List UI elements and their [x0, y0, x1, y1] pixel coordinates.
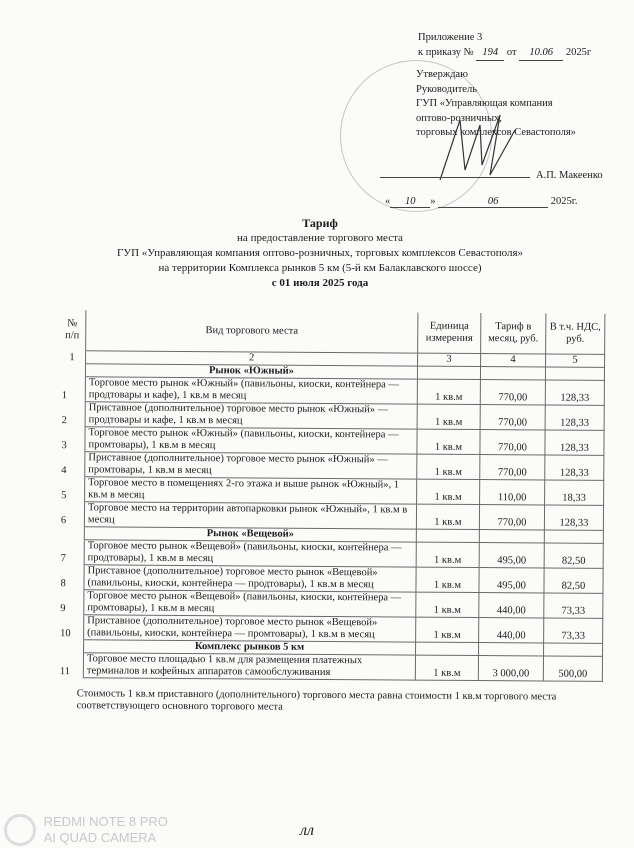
row-tariff: 440,00 — [479, 593, 544, 618]
note-row — [57, 678, 603, 716]
table-row — [58, 477, 604, 506]
table-row — [57, 653, 603, 682]
row-tariff: 770,00 — [480, 380, 545, 405]
title-line: на территории Комплекса рынков 5 км (5-й км Балаклавского шоссе) — [158, 262, 482, 274]
signer-name: А.П. Макеенко — [536, 170, 603, 181]
row-unit: 1 кв.м — [417, 404, 480, 429]
row-description: Торговое место рынок «Вещевой» (павильоны, киоски, контейнера — продтовары), 1 кв.м в месяц — [84, 540, 416, 567]
row-description: Торговое место на территории автопарковки рынок «Южный», 1 кв.м в месяц — [84, 502, 416, 529]
row-number: 10 — [57, 615, 84, 640]
table-row — [58, 540, 604, 569]
row-tariff: 3 000,00 — [478, 656, 543, 681]
tariff-table — [57, 310, 606, 716]
row-unit: 1 кв.м — [417, 429, 480, 454]
empty-cell — [479, 643, 544, 656]
section-title: Рынок «Южный» — [85, 364, 417, 379]
approval-line: торговых комплексов Севастополя» — [416, 127, 576, 138]
approval-date: « 10 » 06 2025г. — [385, 196, 578, 207]
row-number: 9 — [57, 590, 84, 615]
header-desc: Вид торгового места — [86, 310, 418, 353]
camera-logo-icon — [4, 814, 36, 846]
row-vat: 128,33 — [544, 505, 603, 530]
table-row — [57, 615, 603, 644]
header-num: № п/п — [59, 310, 86, 351]
table-row — [59, 377, 605, 406]
row-vat: 128,33 — [545, 405, 604, 430]
row-description: Торговое место рынок «Южный» (павильоны, киоски, контейнера — продтовары и кафе), 1 кв.м в месяц — [85, 377, 417, 404]
title-line: ГУП «Управляющая компания оптово-розничных, торговых комплексов Севастополя» — [116, 247, 524, 259]
table-note: Стоимость 1 кв.м приставного (дополнительного) торгового места равна стоимости 1 кв.м торгового места соответствующего основного торгового места — [76, 688, 557, 713]
row-description: Приставное (дополнительное) торговое место рынок «Южный» — продтовары и кафе, 1 кв.м в месяц — [85, 402, 417, 429]
row-number: 8 — [57, 565, 84, 590]
empty-cell — [416, 642, 479, 655]
row-vat: 128,33 — [545, 430, 604, 455]
empty-cell — [479, 530, 544, 543]
appendix-order — [418, 45, 591, 61]
empty-cell — [545, 367, 604, 380]
watermark-line: AI QUAD CAMERA — [43, 830, 157, 845]
row-number: 1 — [59, 377, 86, 402]
row-tariff: 440,00 — [479, 618, 544, 643]
signer — [380, 170, 603, 181]
row-vat: 82,50 — [544, 543, 603, 568]
row-unit: 1 кв.м — [417, 479, 480, 504]
row-description: Торговое место рынок «Южный» (павильоны, киоски, контейнера — промтовары), 1 кв.м в месяц — [85, 427, 417, 454]
table-row — [58, 502, 604, 531]
empty-cell — [417, 366, 480, 379]
row-tariff: 770,00 — [480, 455, 545, 480]
row-tariff: 770,00 — [480, 405, 545, 430]
approval-line: Руководитель — [416, 83, 477, 95]
empty-cell — [544, 530, 603, 543]
row-unit: 1 кв.м — [416, 542, 479, 567]
row-tariff: 495,00 — [479, 568, 544, 593]
row-vat: 500,00 — [543, 656, 602, 681]
table-row — [57, 590, 603, 619]
row-unit: 1 кв.м — [416, 617, 479, 642]
table-row — [58, 452, 604, 481]
empty-cell — [544, 643, 603, 656]
row-vat: 73,33 — [544, 618, 603, 643]
order-from: от — [506, 47, 517, 58]
approval-month: 06 — [438, 196, 548, 208]
table-row — [59, 402, 605, 431]
empty-cell — [59, 364, 86, 377]
row-unit: 1 кв.м — [417, 379, 480, 404]
row-number: 6 — [58, 502, 85, 527]
empty-cell — [58, 527, 85, 540]
col-number: 2 — [86, 351, 418, 366]
header-tariff: Тариф в месяц, руб. — [481, 313, 546, 354]
section-title: Рынок «Вещевой» — [84, 527, 416, 542]
row-description: Приставное (дополнительное) торговое место рынок «Вещевой» (павильоны, киоски, контейнера — промтовары), 1 кв.м в месяц — [84, 615, 416, 642]
row-unit: 1 кв.м — [416, 504, 479, 529]
empty-cell — [416, 529, 479, 542]
row-description: Торговое место рынок «Вещевой» (павильоны, киоски, контейнера — промтовары), 1 кв.м в месяц — [84, 590, 416, 617]
order-date: 10.06 — [519, 45, 563, 61]
row-number: 4 — [58, 452, 85, 477]
col-number: 3 — [418, 353, 481, 366]
col-number: 1 — [59, 351, 86, 364]
row-tariff: 110,00 — [480, 480, 545, 505]
row-tariff: 770,00 — [479, 505, 544, 530]
row-number: 7 — [58, 540, 85, 565]
watermark-line: REDMI NOTE 8 PRO — [43, 814, 168, 829]
row-vat: 18,33 — [545, 480, 604, 505]
row-vat: 128,33 — [545, 380, 604, 405]
section-title: Комплекс рынков 5 км — [84, 640, 416, 655]
title-line: с 01 июля 2025 года — [271, 277, 369, 289]
header-unit: Единица измерения — [418, 313, 481, 354]
approval-line: ГУП «Управляющая компания — [416, 98, 553, 109]
table-row — [58, 427, 604, 456]
row-tariff: 770,00 — [480, 430, 545, 455]
empty-cell — [57, 640, 84, 653]
approval-line: Утверждаю — [416, 69, 468, 80]
table-header — [59, 310, 605, 354]
initials-mark: лл — [300, 822, 314, 839]
row-description: Торговое место в помещениях 2-го этажа и выше рынок «Южный», 1 кв.м в месяц — [85, 477, 417, 504]
row-unit: 1 кв.м — [417, 454, 480, 479]
watermark-text — [44, 814, 168, 846]
row-tariff: 495,00 — [479, 543, 544, 568]
order-prefix: к приказу № — [418, 47, 474, 58]
title-line: на предоставление торгового места — [237, 232, 403, 244]
approval-year: 2025г. — [550, 196, 578, 207]
document-title — [60, 216, 580, 291]
empty-cell — [480, 367, 545, 380]
col-number: 4 — [481, 354, 546, 367]
row-description: Приставное (дополнительное) торговое место рынок «Южный» — промтовары, 1 кв.м в месяц — [85, 452, 417, 479]
table-row — [57, 565, 603, 594]
row-unit: 1 кв.м — [416, 567, 479, 592]
order-year: 2025г — [565, 47, 592, 58]
approval-line: оптово-розничных, — [416, 112, 502, 124]
appendix-block — [418, 30, 591, 61]
title-heading: Тариф — [302, 216, 338, 230]
row-description: Торговое место площадью 1 кв.м для размещения платежных терминалов и кофейных аппаратов самообслуживания — [83, 653, 415, 680]
row-vat: 82,50 — [544, 568, 603, 593]
camera-watermark — [4, 814, 168, 846]
row-number: 11 — [57, 653, 84, 678]
row-description: Приставное (дополнительное) торговое место рынок «Вещевой» (павильоны, киоски, контейнера — продтовары), 1 кв.м в месяц — [84, 565, 416, 592]
approval-day: 10 — [390, 196, 430, 208]
row-number: 2 — [59, 402, 86, 427]
appendix-title: Приложение 3 — [418, 32, 483, 43]
col-number: 5 — [546, 354, 605, 367]
row-unit: 1 кв.м — [415, 655, 478, 680]
row-unit: 1 кв.м — [416, 592, 479, 617]
row-vat: 73,33 — [544, 593, 603, 618]
header-vat: В т.ч. НДС, руб. — [546, 313, 605, 354]
order-number: 194 — [476, 45, 504, 61]
row-number: 3 — [58, 427, 85, 452]
row-vat: 128,33 — [545, 455, 604, 480]
row-number: 5 — [58, 477, 85, 502]
